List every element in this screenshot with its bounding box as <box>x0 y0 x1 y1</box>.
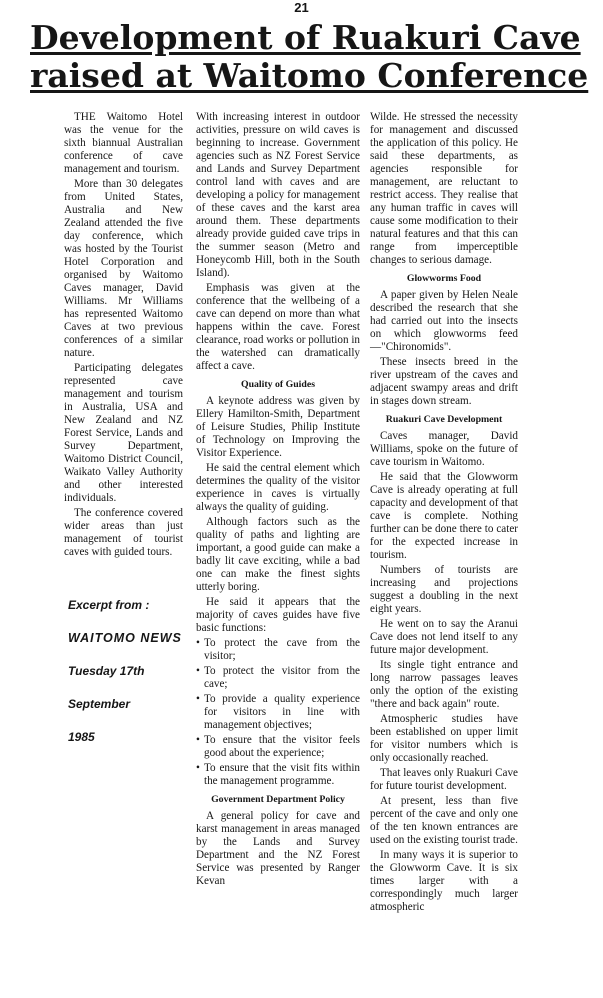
paragraph: THE Waitomo Hotel was the venue for the sixth biannual Australian conference of cave management and tourism. <box>64 111 183 175</box>
headline-line-1: Development of Ruakuri Cave <box>30 18 581 57</box>
paragraph: He said that the Glowworm Cave is already operating at full capacity and development of that cave is complete. Nothing further can be done there to cater for the expected increase in tourism. <box>370 471 518 561</box>
paragraph: He said the central element which determines the quality of the visitor experience in caves is virtually always the quality of guiding. <box>196 462 360 513</box>
paragraph: More than 30 delegates from United States, Australia and New Zealand attended the five day conference, which was hosted by the Tourist Hotel Corporation and organised by Waitomo Caves manager, David Williams. Mr Williams has represented Waitomo Caves at two previous conferences of a similar nature. <box>64 178 183 359</box>
excerpt-label: Excerpt from : <box>68 598 150 612</box>
excerpt-year: 1985 <box>68 730 95 744</box>
paragraph: Wilde. He stressed the necessity for management and discussed the application of this policy. He said these departments, as agencies responsible for management, are reluctant to restrict access. They realise that any human traffic in caves will cause some modification to their natural features and that this can range from imperceptible changes to serious damage. <box>370 111 518 266</box>
headline <box>30 19 590 95</box>
bullet-item: • To provide a quality experience for visitors in line with management objectives; <box>196 693 360 732</box>
subheading-quality-of-guides: Quality of Guides <box>240 379 316 390</box>
bullet-item: • To protect the visitor from the cave; <box>196 665 360 691</box>
excerpt-month: September <box>68 697 131 711</box>
excerpt-credit <box>68 598 193 763</box>
article-column-1 <box>64 111 183 561</box>
paragraph: At present, less than five percent of the cave and only one of the ten known entrances are used on the existing tourist trade. <box>370 795 518 846</box>
page-number: 21 <box>294 0 309 15</box>
paragraph: In many ways it is superior to the Glowworm Cave. It is six times larger with a correspondingly much larger atmospheric <box>370 849 518 913</box>
paragraph: The conference covered wider areas than just management of tourist caves with guided tours. <box>64 507 183 558</box>
paragraph: Participating delegates represented cave management and tourism in Australia, USA and New Zealand and NZ Forest Service, Lands and Survey Department, Waitomo District Council, Waikato Valley Authority and other interested individuals. <box>64 362 183 504</box>
article-column-3 <box>370 111 518 916</box>
paragraph: Caves manager, David Williams, spoke on the future of cave tourism in Waitomo. <box>370 430 518 468</box>
subheading-government-policy: Government Department Policy <box>211 794 345 805</box>
paragraph: That leaves only Ruakuri Cave for future tourist development. <box>370 767 518 792</box>
paragraph: With increasing interest in outdoor activities, pressure on wild caves is beginning to increase. Government agencies such as NZ Forest Service and Lands and Survey Department control land with caves and are developing a policy for management of these caves and the karst area around them. These departments already provide guided cave trips in the summer season (Metro and Honeycomb Hill, both in the South Island). <box>196 111 360 279</box>
paragraph: These insects breed in the river upstream of the caves and adjacent swampy areas and drift in stages down stream. <box>370 356 518 407</box>
bullet-item: • To ensure that the visitor feels good about the experience; <box>196 734 360 760</box>
subheading-glowworms-food: Glowworms Food <box>406 273 482 284</box>
article-column-2 <box>196 111 360 890</box>
paragraph: Atmospheric studies have been established on upper limit for visitor numbers which is only occasionally reached. <box>370 713 518 764</box>
bullet-item: • To ensure that the visit fits within the management programme. <box>196 762 360 788</box>
headline-line-2: raised at Waitomo Conference <box>30 56 589 95</box>
excerpt-source: WAITOMO NEWS <box>68 631 182 645</box>
paragraph: A paper given by Helen Neale described the research that she had carried out into the insects on which glowworms feed—"Chironomids". <box>370 289 518 353</box>
paragraph: Numbers of tourists are increasing and projections suggest a doubling in the next eight years. <box>370 564 518 615</box>
paragraph: A general policy for cave and karst management in areas managed by the Lands and Survey Department and the NZ Forest Service was presented by Ranger Kevan <box>196 810 360 887</box>
paragraph: He said it appears that the majority of caves guides have five basic functions: <box>196 596 360 634</box>
paragraph: Its single tight entrance and long narrow passages leaves only the option of the existing "there and back again" route. <box>370 659 518 710</box>
excerpt-day: Tuesday 17th <box>68 664 145 678</box>
paragraph: Emphasis was given at the conference that the wellbeing of a cave can depend on more than what happens within the cave. Forest clearance, road works or pollution in the watershed can dramatically affect a cave. <box>196 282 360 372</box>
paragraph: He went on to say the Aranui Cave does not lend itself to any future major development. <box>370 618 518 656</box>
bullet-item: • To protect the cave from the visitor; <box>196 637 360 663</box>
paragraph: Although factors such as the quality of paths and lighting are important, a good guide can make a badly lit cave exciting, while a bad one can make the finest sights utterly boring. <box>196 516 360 593</box>
subheading-ruakuri-development: Ruakuri Cave Development <box>385 414 503 425</box>
paragraph: A keynote address was given by Ellery Hamilton-Smith, Department of Leisure Studies, Philip Institute of Technology on Improving the Visitor Experience. <box>196 395 360 459</box>
